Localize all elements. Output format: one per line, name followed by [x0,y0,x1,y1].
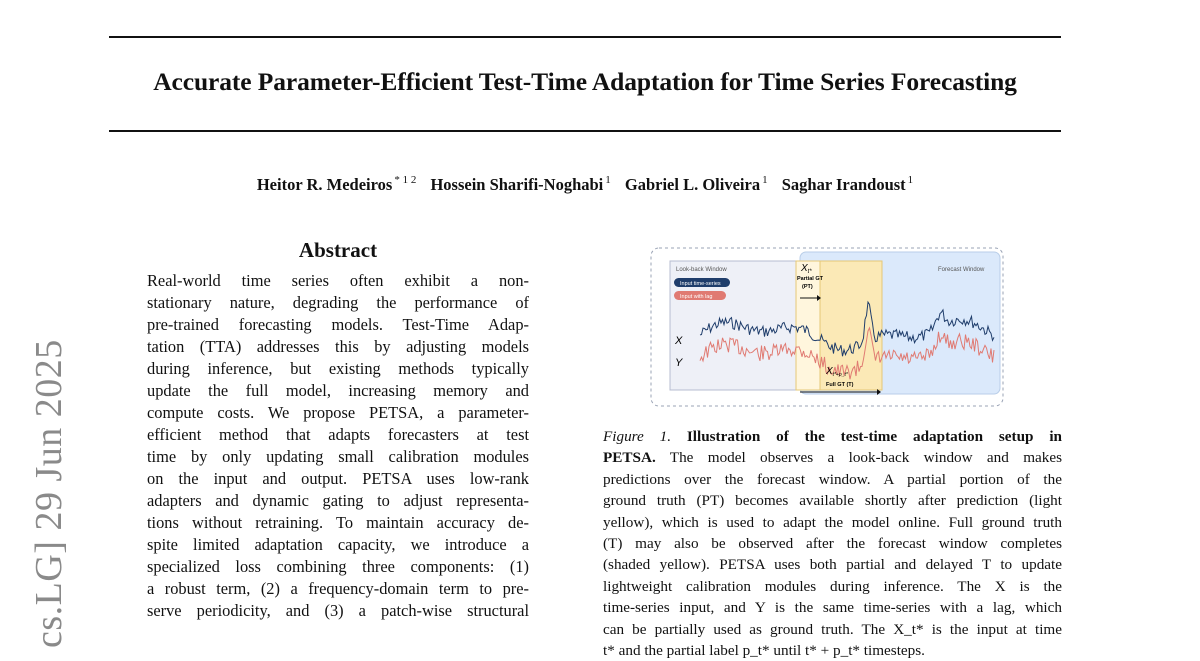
abstract-line: during inference, but existing methods typically [147,359,529,378]
abstract-line: on the input and output. PETSA uses low-rank [147,469,529,488]
legend-input-label: Input time-series [680,281,721,287]
abstract-line: spite limited adaptation capacity, we introduce a [147,535,529,554]
abstract-line: pre-trained forecasting models. Test-Time Adap- [147,315,529,334]
caption-line: time-series input, and Y is the same time-series with a lag, which [603,599,1062,617]
author-affiliation: 1 [762,174,768,186]
author-affiliation: * 1 2 [394,174,417,186]
caption-line [603,426,1062,447]
author-affiliation: 1 [605,174,611,186]
abstract-line: time by only updating small calibration modules [147,447,529,466]
figure-caption [603,426,1062,661]
bottom-rule [109,130,1061,132]
abstract-body [147,270,529,622]
caption-line: t* and the partial label p_t* until t* + p_t* timesteps. [603,642,925,660]
arxiv-stamp: cs.LG] 29 Jun 2025 [28,339,70,648]
abstract-line: specialized loss combining three components: (1) [147,557,529,576]
abstract-line: stationary nature, degrading the performance of [147,293,529,312]
top-rule [109,36,1061,38]
abstract-line: Real-world time series often exhibit a non- [147,271,529,290]
author-name: Heitor R. Medeiros [256,174,393,194]
xtp-label-sub: t*+p_t* [832,372,848,378]
caption-line: ground truth (PT) becomes available shortly after prediction (light [603,492,1062,510]
forecast-label: Forecast Window [938,267,985,273]
caption-line: can be partially used as ground truth. The X_t* is the input at time [603,620,1062,638]
abstract-line: tation (TTA) addresses this by adjusting models [147,337,529,356]
lookback-label: Look-back Window [676,267,727,273]
xt-label-main: X [801,263,808,274]
caption-line: lightweight calibration modules during inference. The X is the [603,577,1062,595]
caption-line: (shaded yellow). PETSA uses both partial and delayed T to update [603,556,1062,574]
abstract-line: tions without retraining. To maintain accuracy de- [147,513,529,532]
paper-title: Accurate Parameter-Efficient Test-Time Adaptation for Time Series Forecasting [153,67,1017,96]
partial-gt-label: Partial GT [797,276,823,282]
caption-line [603,447,1062,468]
xtp-label-main: X [826,366,833,377]
xt-label-sub: t* [807,269,812,275]
author-4 [782,175,913,194]
author-name: Saghar Irandoust [781,174,906,194]
x-series-label: X [675,335,683,347]
author-list [109,174,1061,195]
y-series-label: Y [675,357,683,369]
pt-label: (PT) [802,284,813,290]
abstract-line: a robust term, (2) a frequency-domain term to pre- [147,579,529,598]
caption-line: (T) may also be observed after the forecast window completes [603,535,1062,553]
abstract-line: adapters and dynamic gating to adjust representa- [147,491,529,510]
caption-text: The model observes a look-back window and makes [655,449,1062,467]
caption-line: predictions over the forecast window. A partial portion of the [603,470,1062,488]
caption-bold: PETSA. [603,449,656,467]
author-name: Gabriel L. Oliveira [624,174,761,194]
author-2 [430,175,610,194]
abstract-line: serve periodicity, and (3) a patch-wise structural [147,601,529,620]
tta-setup-figure [650,247,1004,407]
abstract-line: efficient method that adapts forecasters at test [147,425,529,444]
author-3 [625,175,768,194]
author-1 [257,175,416,194]
caption-label: Figure 1. [603,428,671,445]
abstract-line: update the full model, increasing memory and [147,381,529,400]
author-name: Hossein Sharifi-Noghabi [430,174,604,194]
abstract-heading: Abstract [298,238,378,262]
abstract-line: compute costs. We propose PETSA, a parameter- [147,403,529,422]
caption-bold: Illustration of the test-time adaptation setup in [686,428,1062,445]
author-affiliation: 1 [907,174,914,186]
caption-line: yellow), which is used to adapt the model online. Full ground truth [603,513,1062,531]
legend-lag-label: Input with lag [680,294,713,300]
full-gt-label: Full GT (T) [826,382,854,388]
